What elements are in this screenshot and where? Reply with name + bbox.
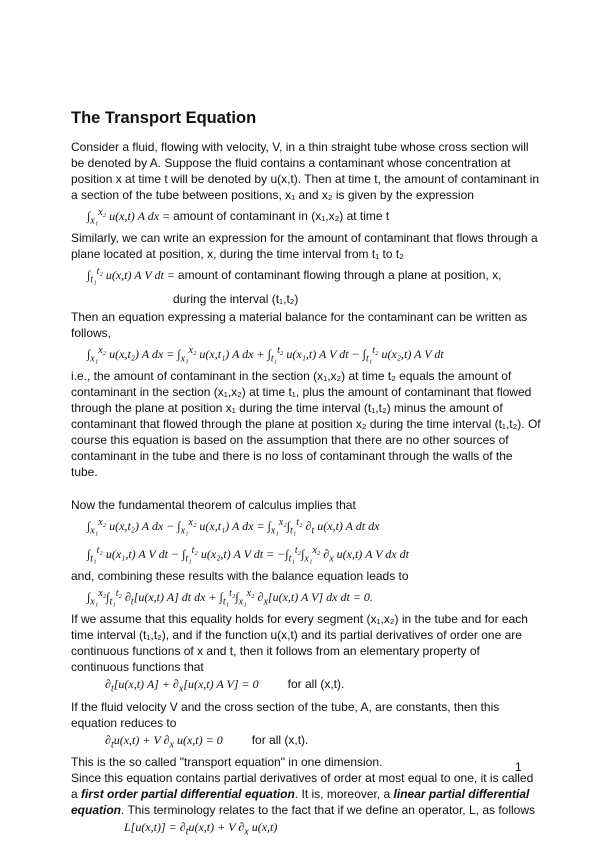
- equation-math: $\partial_t[u(x,t) A] + \partial_x[u(x,t)$ A V] = 0: [105, 677, 259, 695]
- equation-flow-cont: [71, 290, 541, 309]
- page-title: The Transport Equation: [71, 109, 257, 127]
- equation-transport: [71, 731, 541, 754]
- page-number: 1: [515, 760, 522, 774]
- equation-ftc-1: $\int_{x_1}^{x_2}$ u(x,t₂) A dx − $\int_{x_1}^{x_2}$ u(x,t₁) A dx = $\int_{x_1}^{x_2}\int_{t_1}^{t_2}$ $\partial_t$ u(x,t) A dt dx: [87, 517, 380, 537]
- text-run: . This terminology relates to the fact that if we define an operator, L, as follows: [121, 803, 535, 818]
- equation-description: during the interval (t₁,t₂): [173, 291, 299, 306]
- equation-combined: $\int_{x_1}^{x_2}\int_{t_1}^{t_2}$ $\partial_t[u(x,t)$ A] dt dx + $\int_{t_1}^{t_2}\int_{x_1}^{x_2}$ $\partial_x[u(x,t)$ A V] dx dt = 0.: [87, 587, 373, 608]
- equation-pde-general: [71, 675, 541, 698]
- paragraph-ftc: Now the fundamental theorem of calculus implies that: [71, 498, 356, 513]
- paragraph-terminology: [71, 770, 541, 818]
- equation-math: $\int_{t_1}^{t_2}$ u(x,t) A V dt =: [87, 266, 175, 286]
- paragraph-explanation: i.e., the amount of contaminant in the section (x₁,x₂) at time t₂ equals the amount of contaminant in the section (x₁,x₂) at time t₁, plus the amount of contaminant that flowed through the plane at position x₁ during the time interval (t₁,t₂) minus the amount of contaminant that flowed through the plane at position x₂ during the time interval (t₁,t₂). Of course this equation is based on the assumption that there are no other sources of contaminant in the tube and there is no loss of contaminant through the walls of the tube.: [71, 369, 541, 480]
- paragraph-intro: Consider a fluid, flowing with velocity, V, in a thin straight tube whose cross section will be denoted by A. Suppose the fluid contains a contaminant whose concentration at position x at time t will be denoted by u(x,t). Then at time t, the amount of contaminant in a section of the tube between positions, x₁ and x₂ is given by the expression: [71, 140, 540, 202]
- equation-operator: $L[u(x,t)] = \partial_tu(x,t) + V$ $\partial_x$ u(x,t): [124, 820, 278, 838]
- equation-description: amount of contaminant in (x₁,x₂) at time t: [173, 209, 390, 223]
- term-first-order-pde: first order partial differential equation: [81, 787, 295, 802]
- paragraph-constants: If the fluid velocity V and the cross section of the tube, A, are constants, then this equation reduces to: [71, 699, 500, 730]
- document-page: [71, 108, 541, 842]
- equation-qualifier: for all (x,t).: [251, 732, 309, 747]
- equation-flow: [71, 262, 541, 289]
- term-linear-pde: linear partial differential equation: [71, 787, 530, 818]
- paragraph-balance: Then an equation expressing a material balance for the contaminant can be written as follows,: [71, 309, 528, 340]
- equation-ftc-2: $\int_{t_1}^{t_2}$ u(x₁,t) A V dt − $\int_{t_1}^{t_2}$ u(x₂,t) A V dt = $-\int_{t_1}^{t_2}\int_{x_1}^{x_2}$ $\partial_x$ u(x,t) A V dx dt: [87, 544, 409, 564]
- equation-qualifier: for all (x,t).: [287, 677, 345, 692]
- equation-math: $\int_{x_1}^{x_2}$ u(x,t) A dx =: [87, 207, 171, 227]
- equation-description: amount of contaminant flowing through a plane at position, x,: [177, 268, 502, 283]
- paragraph-assumption: If we assume that this equality holds for every segment (x₁,x₂) in the tube and for each time interval (t₁,t₂), and if the function u(x,t) and its partial derivatives of order one are continuous functions of x and t, then it follows from an elementary property of continuous functions that: [71, 612, 528, 675]
- paragraph-flow: Similarly, we can write an expression for the amount of contaminant that flows through a plane located at position, x, during the time interval from t₁ to t₂: [71, 231, 538, 262]
- equation-amount: [71, 203, 541, 230]
- equation-balance: $\int_{x_1}^{x_2}$ u(x,t₂) A dx = $\int_{x_1}^{x_2}$ u(x,t₁) A dx + $\int_{t_1}^{t_2}$ u(x₁,t) A V dt − $\int_{t_1}^{t_2}$ u(x₂,t) A V dt: [87, 344, 444, 365]
- equation-math: $\partial_tu(x,t) + V$ $\partial_x$ u(x,t) = 0: [105, 732, 223, 751]
- paragraph-so-called: This is the so called "transport equation" in one dimension.: [71, 755, 383, 770]
- text-run: . It is, moreover, a: [294, 787, 394, 802]
- text-run: Since this equation contains partial derivatives of order at most equal to one, it is called a: [71, 771, 534, 802]
- paragraph-combining: and, combining these results with the balance equation leads to: [71, 568, 409, 583]
